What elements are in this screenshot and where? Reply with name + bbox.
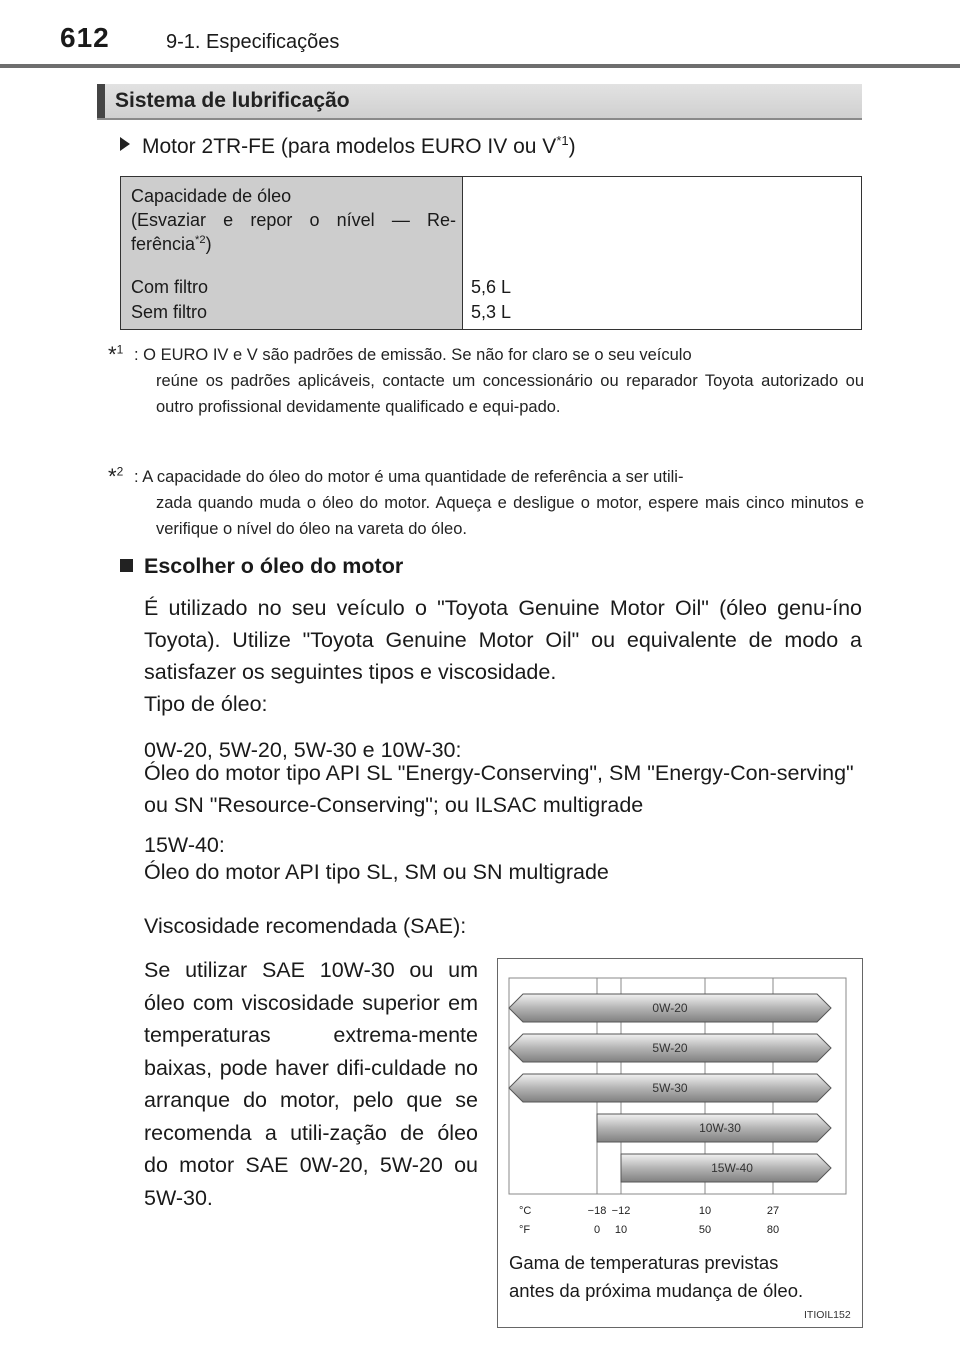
footnote-1-star: * <box>108 342 117 367</box>
chart-caption <box>509 1249 803 1305</box>
engine-text: Motor 2TR-FE (para modelos EURO IV ou V <box>142 135 557 158</box>
oil-capacity-table <box>120 176 862 330</box>
footnote-1 <box>108 342 868 452</box>
fahrenheit-tick-label: 0 <box>593 1224 601 1236</box>
section-title: Sistema de lubrificação <box>115 89 350 112</box>
chart-ticks <box>519 1205 779 1236</box>
footnote-1-rest: reúne os padrões aplicáveis, contacte um concessionário ou reparador Toyota autorizado ou outro profissional devidamente qualificado e equi-pado. <box>156 372 864 416</box>
triangle-bullet-icon <box>120 137 130 151</box>
page-number: 612 <box>60 22 110 53</box>
table-header-word: ferência <box>131 234 196 254</box>
row-value-with-filter: 5,6 L <box>471 277 512 297</box>
oil-heading <box>120 554 403 579</box>
oil-type1-grades: 0W-20, 5W-20, 5W-30 e 10W-30: <box>144 738 462 762</box>
fahrenheit-unit-label: °F <box>519 1224 531 1236</box>
footnote-1-first-line: : O EURO IV e V são padrões de emissão. Se não for claro se o seu veículo <box>134 346 692 364</box>
oil-intro: É utilizado no seu veículo o "Toyota Genuine Motor Oil" (óleo genu-íno Toyota). Utilize "Toyota Genuine Motor Oil" ou equivalente de modo a satisfazer os seguintes tipos e viscosidade. <box>144 596 862 684</box>
oil-type1-desc: Óleo do motor tipo API SL "Energy-Conserving", SM "Energy-Con-serving" ou SN "Resource-Conserving"; ou ILSAC multigrade <box>144 761 854 817</box>
row-label-without-filter: Sem filtro <box>131 302 208 322</box>
celsius-tick-label: 10 <box>698 1205 712 1217</box>
engine-line <box>120 135 576 159</box>
table-header-footnote-ref: *2 <box>195 234 206 246</box>
footnote-2-num: 2 <box>116 464 124 479</box>
celsius-tick-label: −18 <box>587 1205 607 1217</box>
table-header-line2: (Esvaziar e repor o nível — Re- <box>131 210 456 230</box>
footnote-2-first-line: : A capacidade do óleo do motor é uma quantidade de referência a ser utili- <box>134 468 684 486</box>
engine-close: ) <box>568 135 576 158</box>
engine-footnote-ref: *1 <box>556 133 569 148</box>
table-header-line1: Capacidade de óleo <box>131 186 292 206</box>
header-rule <box>0 64 960 68</box>
viscosity-chart <box>497 958 863 1248</box>
oil-type2-desc: Óleo do motor API tipo SL, SM ou SN multigrade <box>144 860 609 884</box>
viscosity-bar-label-0w-20: 0W-20 <box>652 1001 688 1015</box>
row-label-with-filter: Com filtro <box>131 277 209 297</box>
chart-caption-line1: Gama de temperaturas previstas <box>509 1252 779 1273</box>
footnote-1-text <box>134 342 864 420</box>
footnote-2-mark <box>108 464 123 490</box>
section-breadcrumb: 9-1. Especificações <box>166 31 340 53</box>
viscosity-bar-label-5w-30: 5W-30 <box>652 1081 688 1095</box>
section-marker <box>97 84 105 118</box>
celsius-tick-label: 27 <box>766 1205 780 1217</box>
celsius-unit-label: °C <box>519 1205 532 1217</box>
viscosity-label: Viscosidade recomendada (SAE): <box>144 914 467 938</box>
viscosity-bar-label-15w-40: 15W-40 <box>711 1161 753 1175</box>
viscosity-bar-label-10w-30: 10W-30 <box>699 1121 741 1135</box>
footnote-1-mark <box>108 342 123 368</box>
row-value-without-filter: 5,3 L <box>471 302 512 322</box>
footnote-2-star: * <box>108 464 117 489</box>
fahrenheit-tick-label: 80 <box>766 1224 780 1236</box>
oil-heading-text: Escolher o óleo do motor <box>144 554 404 578</box>
section-title-bar <box>97 84 862 120</box>
chart-caption-line2: antes da próxima mudança de óleo. <box>509 1280 804 1301</box>
chart-bars <box>509 994 831 1182</box>
fahrenheit-tick-label: 10 <box>614 1224 628 1236</box>
footnote-2 <box>108 464 868 548</box>
viscosity-bar-label-5w-20: 5W-20 <box>652 1041 688 1055</box>
viscosity-note: Se utilizar SAE 10W-30 ou um óleo com viscosidade superior em temperaturas extrema-mente baixas, pode haver difi-culdade no arranque do motor, pelo que se recomenda a utili-zação de óleo do motor SAE 0W-20, 5W-20 ou 5W-30. <box>144 958 478 1210</box>
footnote-2-rest: zada quando muda o óleo do motor. Aqueça e desligue o motor, espere mais cinco minutos e verifique o nível do óleo na vareta do óleo. <box>156 494 864 538</box>
figure-code: ITIOIL152 <box>804 1309 851 1321</box>
table-header-close: ) <box>205 234 212 254</box>
square-bullet-icon <box>120 559 133 572</box>
table-header-line3 <box>131 232 212 256</box>
oil-type-label: Tipo de óleo: <box>144 692 268 716</box>
fahrenheit-tick-label: 50 <box>698 1224 712 1236</box>
footnote-1-num: 1 <box>116 342 124 357</box>
footnote-2-text <box>134 464 864 542</box>
oil-type2-grades: 15W-40: <box>144 833 225 857</box>
celsius-tick-label: −12 <box>611 1205 631 1217</box>
